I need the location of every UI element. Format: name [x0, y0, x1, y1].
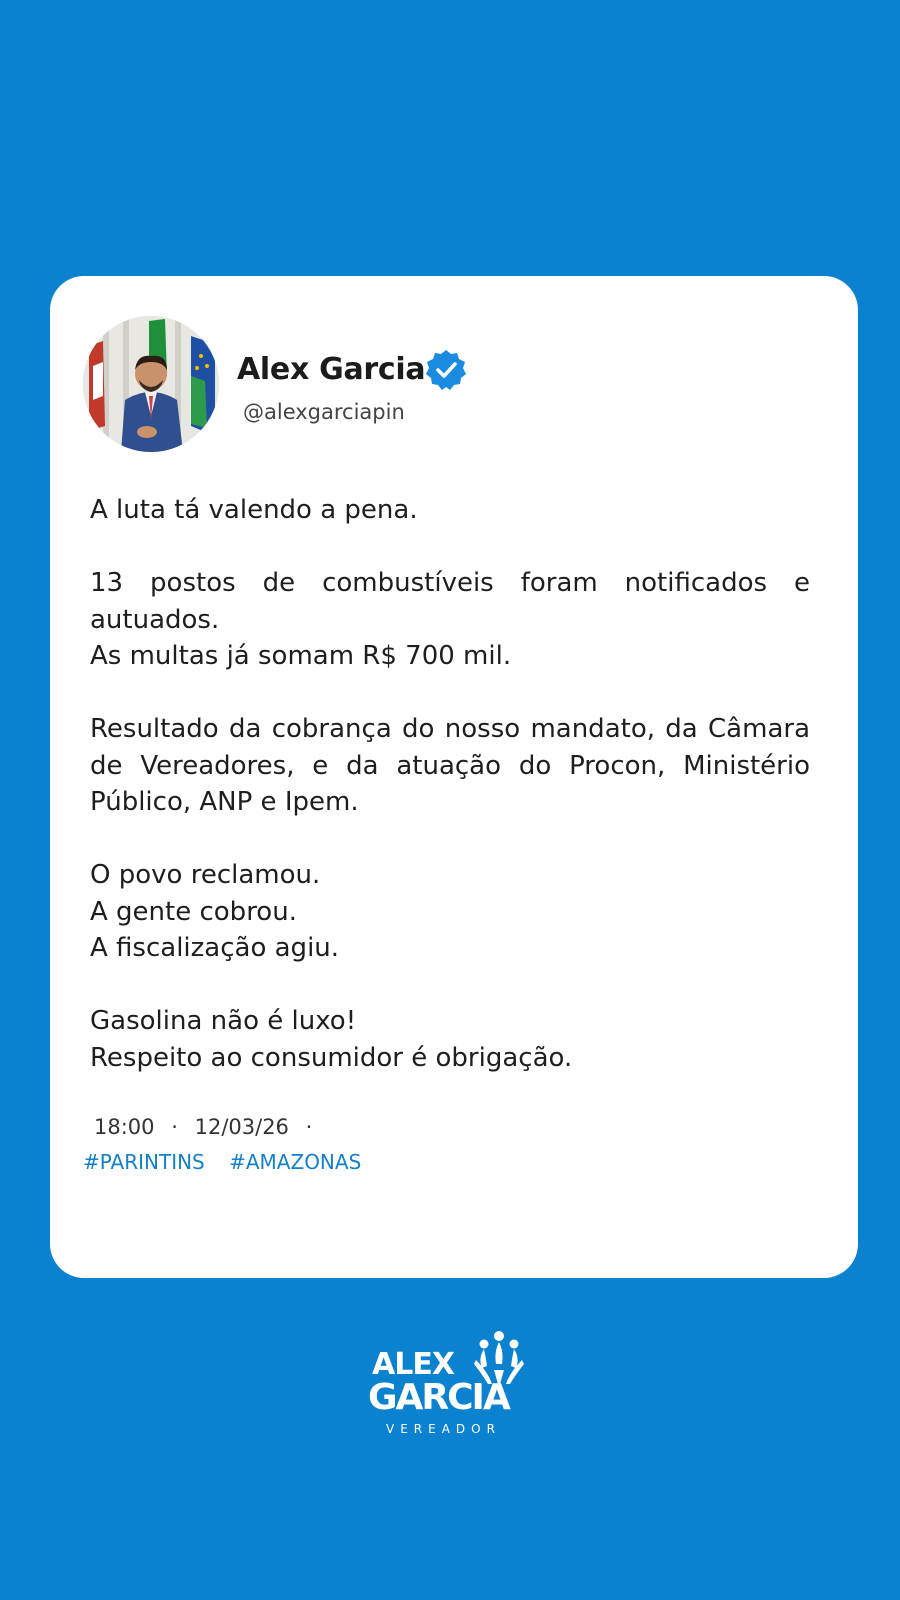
post-line: A gente cobrou. [90, 896, 297, 927]
post-line: 13 postos de combustíveis foram notificados e autuados. [90, 568, 810, 635]
author-name[interactable]: Alex Garcia [237, 352, 426, 387]
logo-line3: VEREADOR [386, 1422, 501, 1436]
separator-dot: · [171, 1115, 178, 1139]
post-body [90, 492, 810, 1076]
post-line: O povo reclamou. [90, 860, 321, 890]
post-paragraph [90, 565, 810, 675]
logo-line1: ALEX [372, 1347, 454, 1382]
post-timestamp [94, 1115, 322, 1139]
logo-line2: GARCIA [368, 1377, 509, 1418]
post-line: A fiscalização agiu. [90, 933, 340, 963]
post-paragraph: Resultado da cobrança do nosso mandato, da Câmara de Vereadores, e da atuação do Procon, Ministério Público, ANP e Ipem. [90, 714, 810, 817]
avatar[interactable] [83, 316, 219, 452]
brand-logo [368, 1330, 538, 1440]
hashtag-link[interactable]: #PARINTINS [83, 1150, 205, 1174]
post-line: As multas já somam R$ 700 mil. [90, 641, 512, 671]
post-date: 12/03/26 [194, 1115, 289, 1139]
post-paragraph [90, 857, 810, 967]
post-card [50, 276, 858, 1278]
post-line: A luta tá valendo a pena. [90, 495, 418, 525]
post-paragraph [90, 492, 810, 529]
hashtags [83, 1150, 379, 1174]
post-time: 18:00 [94, 1115, 155, 1139]
separator-dot: · [305, 1115, 313, 1139]
post-line: Gasolina não é luxo! [90, 1006, 357, 1036]
author-handle[interactable]: @alexgarciapin [243, 400, 405, 424]
post-paragraph [90, 1003, 810, 1076]
verified-badge-icon [424, 348, 468, 392]
hashtag-link[interactable]: #AMAZONAS [229, 1150, 362, 1174]
post-line: Respeito ao consumidor é obrigação. [90, 1042, 573, 1073]
